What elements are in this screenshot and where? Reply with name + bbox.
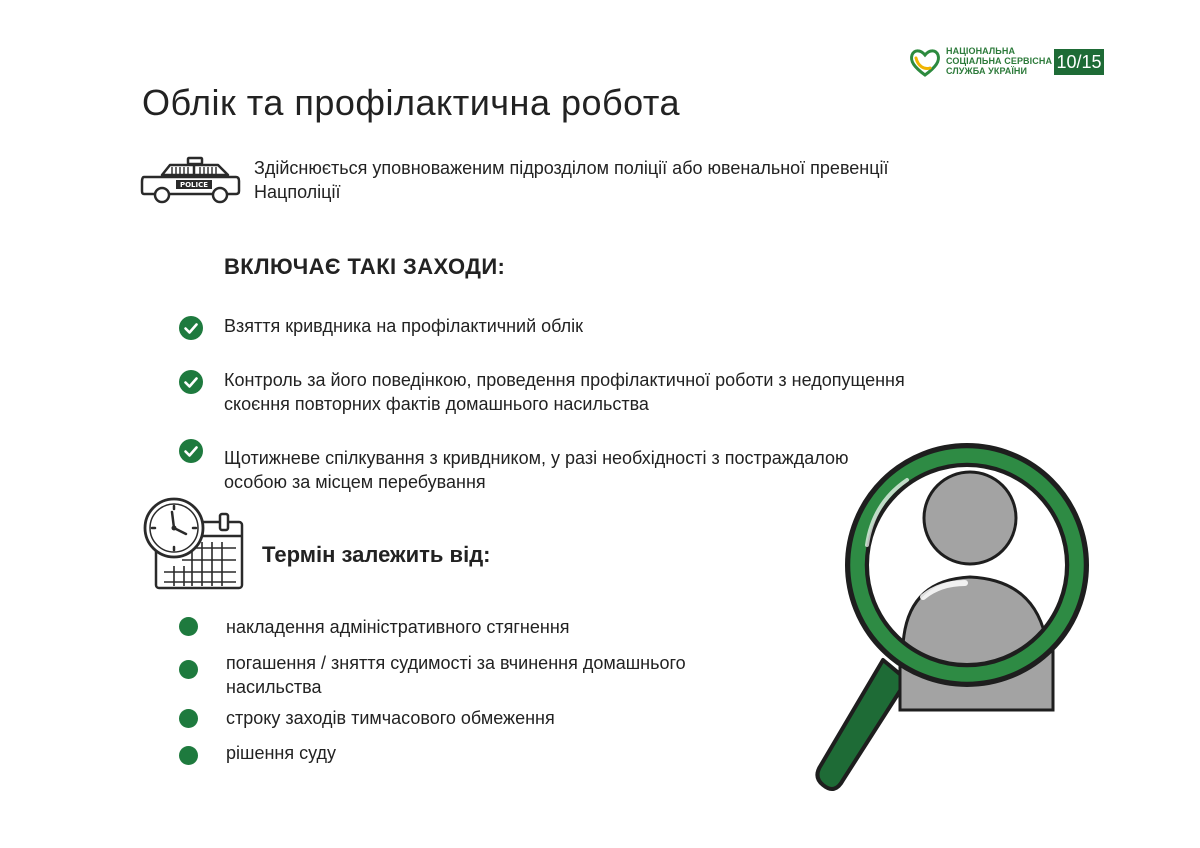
check-circle-icon bbox=[179, 439, 203, 463]
nsss-logo bbox=[908, 46, 1108, 78]
bullet-dot-icon bbox=[179, 660, 198, 679]
logo-line-3: СЛУЖБА УКРАЇНИ bbox=[946, 66, 1028, 76]
page-indicator: 10/15 bbox=[1054, 49, 1104, 75]
check-circle-icon bbox=[179, 316, 203, 340]
svg-text:POLICE: POLICE bbox=[179, 181, 209, 189]
police-car-icon bbox=[140, 155, 242, 207]
measure-item: Взяття кривдника на профілактичний облік bbox=[224, 316, 584, 336]
check-circle-icon bbox=[179, 370, 203, 394]
term-item: накладення адміністративного стягнення bbox=[226, 617, 570, 637]
term-heading: Термін залежить від: bbox=[262, 542, 491, 567]
intro-text: Здійснюється уповноваженим підрозділом поліції або ювенальної превенції Нацполіції bbox=[254, 158, 889, 202]
measures-heading: ВКЛЮЧАЄ ТАКІ ЗАХОДИ: bbox=[224, 254, 506, 279]
logo-text bbox=[946, 46, 1052, 76]
bullet-dot-icon bbox=[179, 617, 198, 636]
bullet-dot-icon bbox=[179, 746, 198, 765]
bullet-dot-icon bbox=[179, 709, 198, 728]
clock-calendar-icon bbox=[142, 496, 246, 592]
logo-line-1: НАЦІОНАЛЬНА bbox=[946, 46, 1016, 56]
logo-line-2: СОЦІАЛЬНА СЕРВІСНА bbox=[946, 56, 1053, 66]
page-title: Облік та профілактична робота bbox=[142, 82, 680, 123]
heart-logo-icon bbox=[908, 46, 942, 78]
term-item: строку заходів тимчасового обмеження bbox=[226, 708, 555, 728]
term-item: погашення / зняття судимості за вчинення домашнього насильства bbox=[226, 653, 686, 697]
measure-item: Контроль за його поведінкою, проведення профілактичної роботи з недопущення скоєння повторних фактів домашнього насильства bbox=[224, 370, 905, 414]
magnifier-person-icon bbox=[815, 425, 1115, 805]
measure-item: Щотижневе спілкування з кривдником, у разі необхідності з постраждалою особою за місцем перебування bbox=[224, 448, 849, 492]
term-item: рішення суду bbox=[226, 743, 336, 763]
